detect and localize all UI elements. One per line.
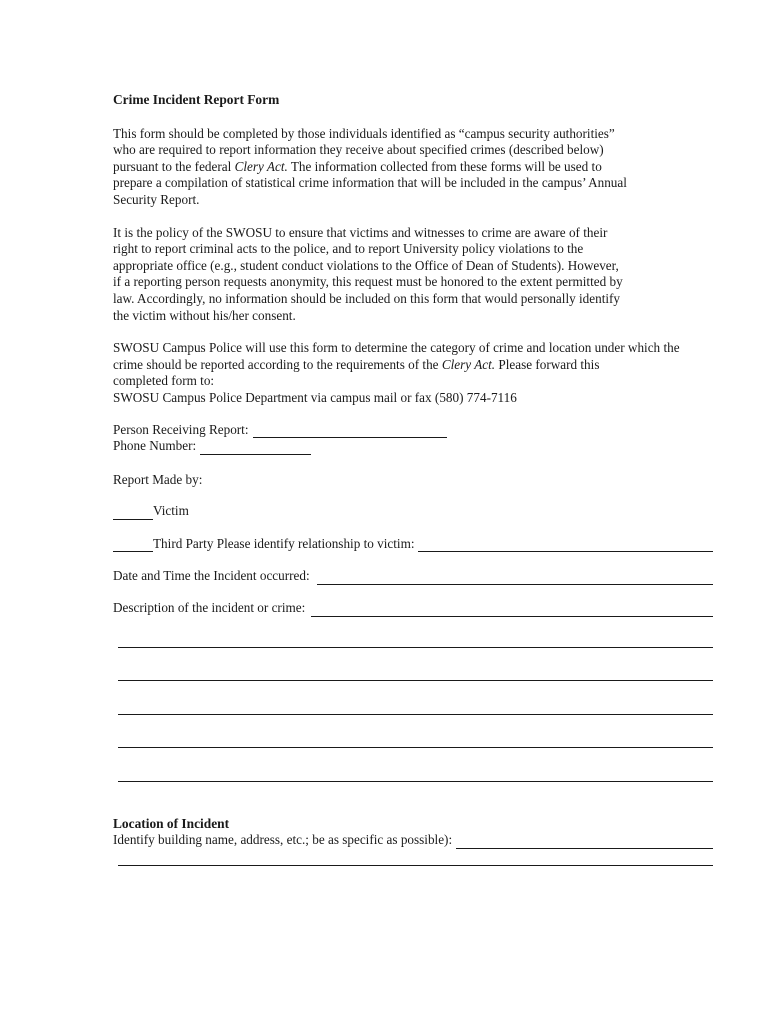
person-receiving-label: Person Receiving Report:: [113, 421, 249, 437]
policy-paragraph: [113, 225, 713, 325]
third-party-row: [113, 536, 713, 553]
intro-line: who are required to report information they receive about specified crimes (described below): [113, 142, 604, 158]
location-heading: Location of Incident: [113, 815, 230, 831]
date-time-row: [113, 568, 713, 585]
usage-line: SWOSU Campus Police Department via campus mail or fax (580) 774-7116: [113, 389, 517, 405]
description-line[interactable]: [118, 781, 713, 782]
phone-number-row: [113, 438, 713, 455]
intro-line: prepare a compilation of statistical crime information that will be included in the campus’ Annual: [113, 175, 627, 191]
location-line[interactable]: [118, 865, 713, 866]
intro-line: Security Report.: [113, 191, 200, 207]
date-time-label: Date and Time the Incident occurred:: [113, 568, 310, 584]
intro-line: This form should be completed by those individuals identified as “campus security authorities”: [113, 125, 615, 141]
intro-paragraph: [113, 126, 713, 209]
description-line[interactable]: [118, 647, 713, 648]
person-receiving-blank[interactable]: [253, 425, 447, 438]
date-time-blank[interactable]: [317, 572, 713, 585]
policy-line: right to report criminal acts to the police, and to report University policy violations to the: [113, 241, 584, 257]
description-blank[interactable]: [311, 604, 713, 617]
usage-line: completed form to:: [113, 373, 215, 389]
person-receiving-row: [113, 422, 713, 439]
report-made-by-row: [113, 472, 713, 489]
description-line[interactable]: [118, 747, 713, 748]
victim-label: Victim: [153, 503, 189, 519]
usage-line: crime should be reported according to the requirements of the Clery Act. Please forward this: [113, 356, 600, 372]
form-title: Crime Incident Report Form: [113, 92, 280, 107]
phone-number-label: Phone Number:: [113, 438, 197, 454]
third-party-check-blank[interactable]: [113, 539, 153, 552]
victim-check-blank[interactable]: [113, 507, 153, 520]
policy-line: law. Accordingly, no information should be included on this form that would personally identify: [113, 290, 621, 306]
location-prompt: Identify building name, address, etc.; be as specific as possible):: [113, 832, 453, 848]
clery-act-ref: Clery Act.: [234, 158, 288, 174]
policy-line: if a reporting person requests anonymity, this request must be honored to the extent permitted by: [113, 274, 623, 290]
victim-row: [113, 503, 713, 520]
location-blank[interactable]: [456, 836, 713, 849]
policy-line: appropriate office (e.g., student conduct violations to the Office of Dean of Students). However,: [113, 257, 619, 273]
description-label: Description of the incident or crime:: [113, 600, 306, 616]
relationship-blank[interactable]: [418, 539, 713, 552]
intro-line: pursuant to the federal Clery Act. The information collected from these forms will be used to: [113, 158, 602, 174]
policy-line: the victim without his/her consent.: [113, 307, 296, 323]
clery-act-ref: Clery Act.: [441, 356, 496, 372]
third-party-label: Third Party Please identify relationship to victim:: [153, 535, 415, 551]
report-made-by-label: Report Made by:: [113, 471, 203, 487]
location-row: [113, 832, 713, 849]
policy-line: It is the policy of the SWOSU to ensure that victims and witnesses to crime are aware of their: [113, 224, 608, 240]
usage-paragraph: [113, 340, 713, 406]
form-content: [113, 92, 713, 866]
description-line[interactable]: [118, 714, 713, 715]
description-row: [113, 600, 713, 617]
usage-line: SWOSU Campus Police will use this form to determine the category of crime and location under which the: [113, 340, 680, 356]
description-line[interactable]: [118, 680, 713, 681]
phone-number-blank[interactable]: [200, 442, 311, 455]
